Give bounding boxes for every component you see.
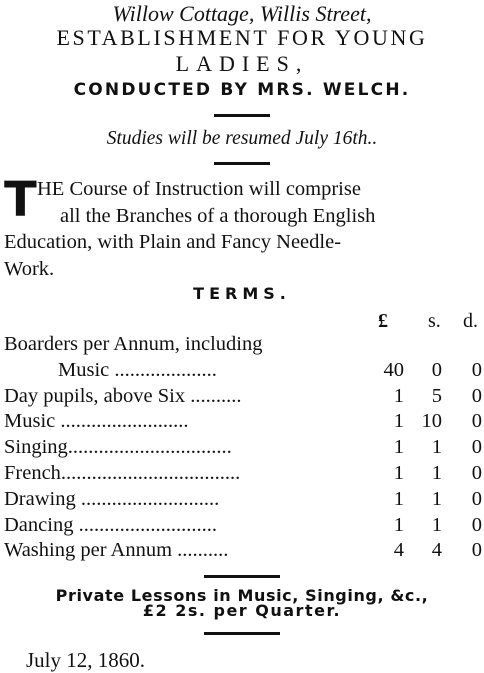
conducted-by-line: CONDUCTED BY MRS. WELCH. (73, 80, 411, 100)
terms-row-pence: 0 (471, 514, 482, 536)
terms-row-pounds: 1 (393, 462, 404, 484)
terms-row-label: Music .................... (58, 359, 217, 381)
divider-rule (214, 162, 270, 165)
establishment-title-line2: LADIES, (175, 51, 309, 76)
terms-row-pounds: 1 (393, 436, 404, 458)
terms-row-shillings: 5 (431, 385, 442, 407)
terms-row-pounds: 1 (393, 488, 404, 510)
terms-row-pounds: 40 (383, 359, 404, 381)
column-header-shillings: s. (428, 310, 441, 332)
terms-row-label: Singing................................ (4, 436, 232, 458)
terms-row-pounds: 1 (393, 514, 404, 536)
column-header-pence: d. (463, 310, 478, 332)
divider-rule (204, 632, 280, 635)
terms-row-label: Day pupils, above Six .......... (4, 385, 242, 407)
terms-row-label: Drawing ........................... (4, 488, 220, 510)
terms-heading: TERMS. (193, 284, 291, 303)
course-line: all the Branches of a thorough English (60, 204, 376, 227)
course-line: HE Course of Instruction will comprise (37, 178, 361, 200)
terms-row-shillings: 1 (431, 462, 442, 484)
terms-row-pounds: 1 (393, 385, 404, 407)
divider-rule (214, 114, 270, 117)
terms-row-pence: 0 (471, 488, 482, 510)
course-line: Work. (4, 257, 55, 280)
terms-row-label: Boarders per Annum, including (4, 333, 263, 355)
terms-row-pence: 0 (471, 359, 482, 381)
terms-row-label: Music ......................... (4, 410, 189, 432)
terms-row-shillings: 1 (431, 436, 442, 458)
terms-row-shillings: 1 (431, 488, 442, 510)
terms-row-pence: 0 (471, 462, 482, 484)
private-lessons-line1: Private Lessons in Music, Singing, &c., (55, 586, 429, 605)
private-lessons-line2: £2 2s. per Quarter. (142, 601, 342, 620)
resumption-notice: Studies will be resumed July 16th.. (106, 128, 378, 149)
terms-row-pence: 0 (471, 410, 482, 432)
terms-row-label: Washing per Annum .......... (4, 539, 229, 561)
address-line: Willow Cottage, Willis Street, (112, 1, 372, 26)
divider-rule (204, 575, 280, 578)
terms-row-pounds: 1 (393, 410, 404, 432)
terms-row-shillings: 10 (421, 410, 442, 432)
terms-row-label: French................................... (4, 462, 241, 484)
column-header-pounds: £ (378, 310, 388, 332)
terms-row-shillings: 4 (431, 539, 442, 561)
terms-row-pence: 0 (471, 539, 482, 561)
drop-cap: T (4, 172, 37, 228)
terms-row-pence: 0 (471, 385, 482, 407)
course-description (4, 172, 482, 282)
terms-row-label: Dancing ........................... (4, 514, 217, 536)
terms-row-shillings: 0 (431, 359, 442, 381)
dateline: July 12, 1860. (26, 648, 146, 672)
terms-row-pence: 0 (471, 436, 482, 458)
terms-row-shillings: 1 (431, 514, 442, 536)
course-line: Education, with Plain and Fancy Needle- (4, 231, 342, 253)
establishment-title-line1: ESTABLISHMENT FOR YOUNG (56, 25, 428, 50)
terms-row-pounds: 4 (393, 539, 404, 561)
